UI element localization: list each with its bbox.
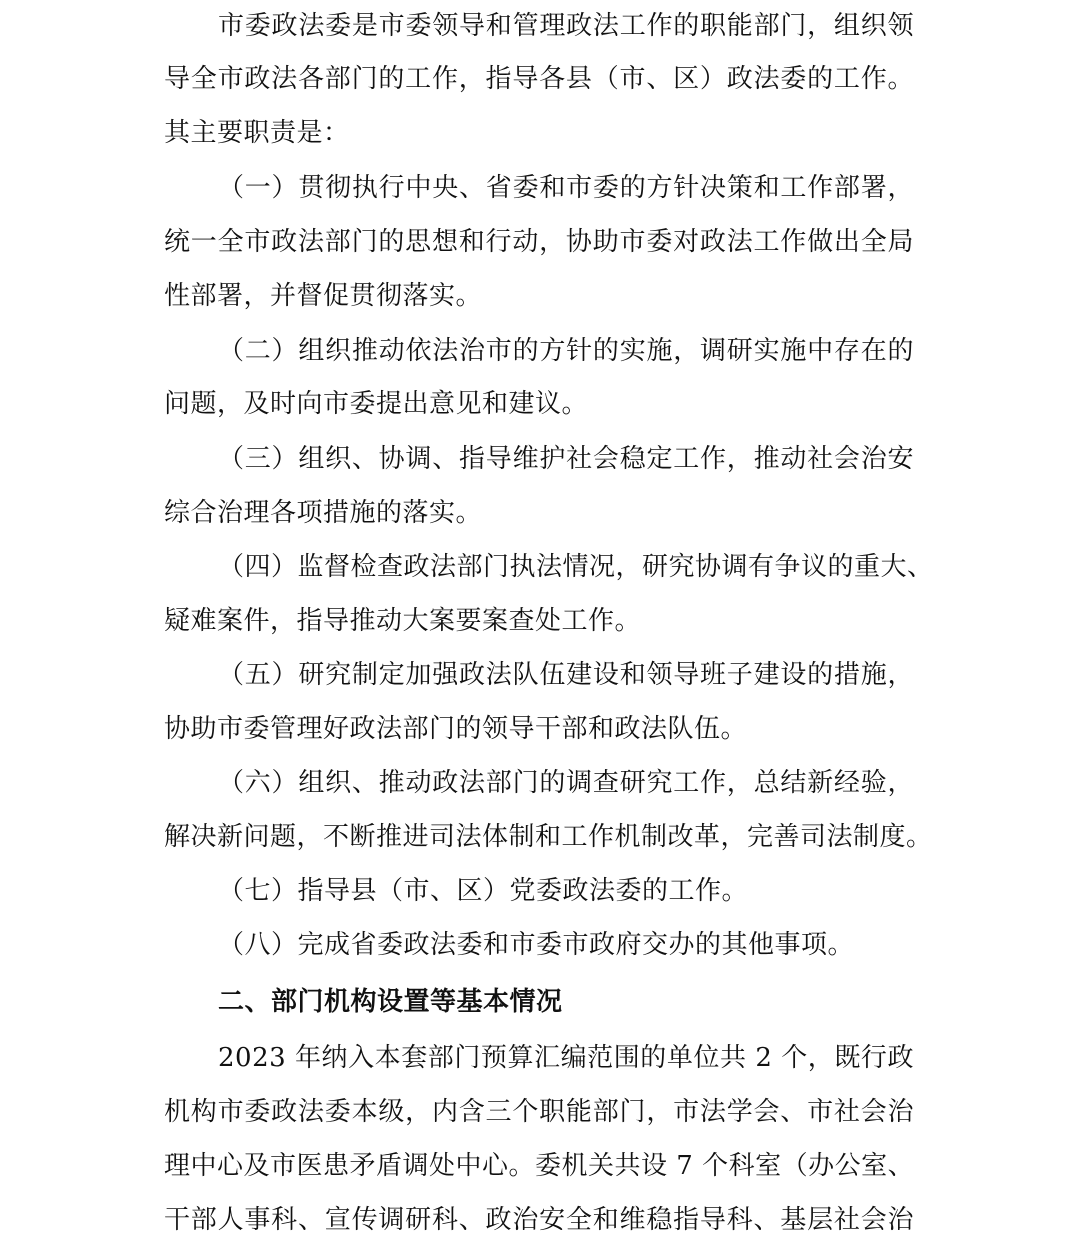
duty-item-1-line: （一）贯彻执行中央、省委和市委的方针决策和工作部署， — [218, 173, 914, 203]
duty-item-4-line: 疑难案件，指导推动大案要案查处工作。 — [164, 606, 642, 636]
duty-item-2-line: 问题，及时向市委提出意见和建议。 — [164, 389, 589, 419]
section-body-line: 2023 年纳入本套部门预算汇编范围的单位共 2 个，既行政 — [218, 1043, 914, 1073]
section-body-line: 干部人事科、宣传调研科、政治安全和维稳指导科、基层社会治 — [164, 1205, 914, 1235]
duty-item-7-line: （七）指导县（市、区）党委政法委的工作。 — [218, 876, 749, 906]
duty-item-8-line: （八）完成省委政法委和市委市政府交办的其他事项。 — [218, 930, 855, 960]
paragraph-line: 市委政法委是市委领导和管理政法工作的职能部门，组织领 — [218, 11, 914, 41]
duty-item-1-line: 统一全市政法部门的思想和行动，协助市委对政法工作做出全局 — [164, 227, 914, 257]
duty-item-4-line: （四）监督检查政法部门执法情况，研究协调有争议的重大、 — [218, 552, 934, 582]
section-body-line: 理中心及市医患矛盾调处中心。委机关共设 7 个科室（办公室、 — [164, 1151, 915, 1181]
duty-item-2-line: （二）组织推动依法治市的方针的实施，调研实施中存在的 — [218, 336, 914, 366]
section-body-line: 机构市委政法委本级，内含三个职能部门，市法学会、市社会治 — [164, 1097, 914, 1127]
duty-item-3-line: （三）组织、协调、指导维护社会稳定工作，推动社会治安 — [218, 444, 914, 474]
section-heading: 二、部门机构设置等基本情况 — [218, 987, 563, 1017]
paragraph-line: 其主要职责是： — [164, 118, 350, 148]
duty-item-6-line: 解决新问题，不断推进司法体制和工作机制改革，完善司法制度。 — [164, 822, 933, 852]
duty-item-1-line: 性部署，并督促贯彻落实。 — [164, 281, 483, 311]
duty-item-5-line: （五）研究制定加强政法队伍建设和领导班子建设的措施， — [218, 660, 914, 690]
paragraph-line: 导全市政法各部门的工作，指导各县（市、区）政法委的工作。 — [164, 64, 914, 94]
duty-item-6-line: （六）组织、推动政法部门的调查研究工作，总结新经验， — [218, 768, 914, 798]
duty-item-3-line: 综合治理各项措施的落实。 — [164, 498, 483, 528]
duty-item-5-line: 协助市委管理好政法部门的领导干部和政法队伍。 — [164, 714, 748, 744]
